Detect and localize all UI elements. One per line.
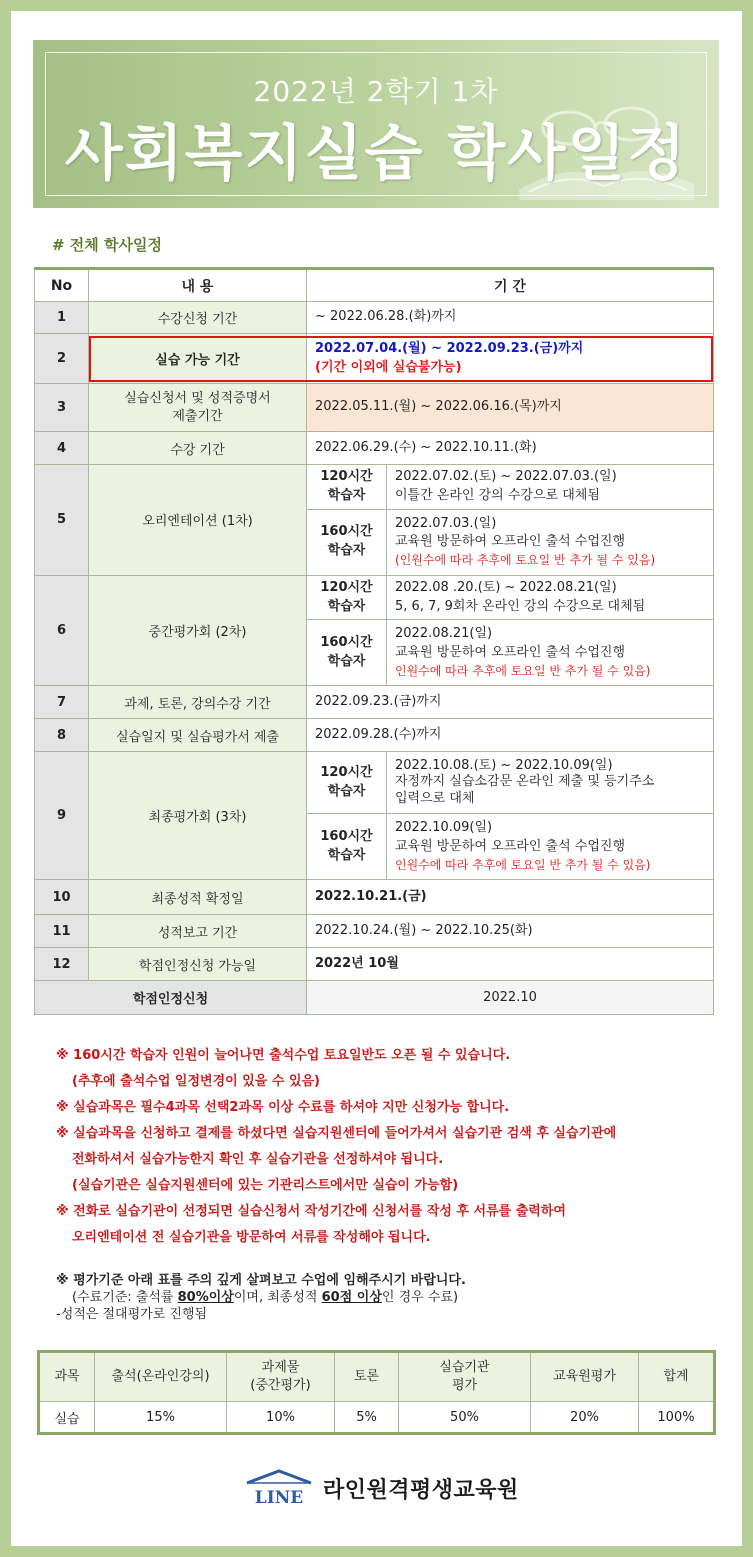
table-row	[35, 719, 714, 752]
group-period: 2022.10.08.(토) ~ 2022.10.09(일) 자정까지 실습소감문 온라인 제출 및 등기주소 입력으로 대체	[387, 752, 714, 814]
row-item: 최종평가회 (3차)	[89, 752, 307, 880]
row-period: 2022.09.28.(수)까지	[307, 719, 714, 752]
eval-header: 토론	[335, 1352, 399, 1402]
row-item: 학점인정신청 가능일	[89, 948, 307, 981]
note-item: ※ 160시간 학습자 인원이 늘어나면 출석수업 토요일반도 오픈 될 수 있습니다.	[56, 1048, 511, 1063]
section-label: # 전체 학사일정	[52, 236, 162, 254]
evaluation-table	[37, 1350, 716, 1435]
footer-item: 학점인정신청	[35, 981, 307, 1015]
note-item: 전화하셔서 실습가능한지 확인 후 실습기관을 선정하셔야 됩니다.	[72, 1152, 444, 1167]
table-row	[35, 752, 714, 814]
note-item: 오리엔테이션 전 실습기관을 방문하여 서류를 작성해야 됩니다.	[72, 1230, 431, 1245]
group-period: 2022.08.21(일) 교육원 방문하여 오프라인 출석 수업진행 인원수에 따라 추후에 토요일 반 추가 될 수 있음)	[387, 620, 714, 686]
group-label: 120시간 학습자	[307, 752, 387, 814]
note-item: ※ 전화로 실습기관이 선정되면 실습신청서 작성기간에 신청서를 작성 후 서류를 출력하여	[56, 1204, 566, 1219]
table-footer-row	[35, 981, 714, 1015]
header-period: 기 간	[307, 269, 714, 302]
group-label: 120시간 학습자	[307, 575, 387, 620]
eval-cell: 10%	[227, 1402, 335, 1434]
note-item: (추후에 출석수업 일정변경이 있을 수 있음)	[72, 1074, 320, 1089]
row-no: 4	[35, 432, 89, 465]
row-no: 11	[35, 915, 89, 948]
group-label: 160시간 학습자	[307, 814, 387, 880]
eval-header: 합계	[639, 1352, 715, 1402]
row-no: 5	[35, 465, 89, 576]
row-no: 8	[35, 719, 89, 752]
row-no: 12	[35, 948, 89, 981]
banner-subtitle: 2022년 2학기 1차	[253, 75, 499, 108]
note-item: (실습기관은 실습지원센터에 있는 기관리스트에서만 실습이 가능함)	[72, 1178, 459, 1193]
period-note: (기간 이외에 실습불가능)	[315, 359, 462, 375]
banner-title: 사회복지실습 학사일정	[64, 119, 688, 189]
item-line: 실습신청서 및 성적증명서	[124, 390, 271, 406]
evaluation-criteria: (수료기준: 출석률 80%이상이며, 최종성적 60점 이상인 경우 수료)	[72, 1290, 459, 1305]
table-row	[35, 915, 714, 948]
institution-logo	[243, 1465, 523, 1509]
svg-text:LINE: LINE	[254, 1488, 304, 1507]
table-row	[35, 686, 714, 719]
row-item: 최종성적 확정일	[89, 880, 307, 915]
row-no: 1	[35, 302, 89, 334]
evaluation-absolute-note: -성적은 절대평가로 진행됨	[56, 1307, 208, 1322]
institution-name: 라인원격평생교육원	[323, 1478, 519, 1503]
row-item: 수강신청 기간	[89, 302, 307, 334]
title-banner	[33, 40, 719, 208]
eval-header: 실습기관 평가	[399, 1352, 531, 1402]
table-row	[35, 302, 714, 334]
row-period: 2022.05.11.(월) ~ 2022.06.16.(목)까지	[307, 384, 714, 432]
eval-value-row	[39, 1402, 715, 1434]
row-no: 7	[35, 686, 89, 719]
table-row	[35, 334, 714, 384]
group-label: 160시간 학습자	[307, 620, 387, 686]
row-period: 2022.10.21.(금)	[307, 880, 714, 915]
row-period: 2022.09.23.(금)까지	[307, 686, 714, 719]
header-no: No	[35, 269, 89, 302]
evaluation-intro	[56, 1272, 466, 1323]
row-no: 10	[35, 880, 89, 915]
item-line: 제출기간	[172, 408, 223, 424]
row-item: 오리엔테이션 (1차)	[89, 465, 307, 576]
eval-cell: 50%	[399, 1402, 531, 1434]
note-item: ※ 실습과목을 신청하고 결제를 하셨다면 실습지원센터에 들어가셔서 실습기관 검색 후 실습기관에	[56, 1126, 617, 1141]
eval-header: 출석(온라인강의)	[95, 1352, 227, 1402]
period-main: 2022.07.04.(월) ~ 2022.09.23.(금)까지	[315, 340, 584, 356]
table-row	[35, 465, 714, 510]
eval-cell: 15%	[95, 1402, 227, 1434]
table-row	[35, 948, 714, 981]
row-item: 과제, 토론, 강의수강 기간	[89, 686, 307, 719]
table-row	[35, 575, 714, 620]
eval-header: 교육원평가	[531, 1352, 639, 1402]
group-period: 2022.10.09(일) 교육원 방문하여 오프라인 출석 수업진행 인원수에 따라 추후에 토요일 반 추가 될 수 있음)	[387, 814, 714, 880]
row-period: 2022년 10월	[307, 948, 714, 981]
group-period: 2022.07.02.(토) ~ 2022.07.03.(일) 이틀간 온라인 강의 수강으로 대체됨	[387, 465, 714, 510]
group-label: 120시간 학습자	[307, 465, 387, 510]
header-item: 내 용	[89, 269, 307, 302]
row-no: 9	[35, 752, 89, 880]
row-item: 성적보고 기간	[89, 915, 307, 948]
row-item: 중간평가회 (2차)	[89, 575, 307, 686]
row-item: 수강 기간	[89, 432, 307, 465]
eval-cell: 실습	[39, 1402, 95, 1434]
eval-header: 과목	[39, 1352, 95, 1402]
table-row	[35, 880, 714, 915]
row-period	[307, 334, 714, 384]
eval-header-row	[39, 1352, 715, 1402]
row-item: 실습일지 및 실습평가서 제출	[89, 719, 307, 752]
eval-cell: 5%	[335, 1402, 399, 1434]
notes-list	[56, 1043, 616, 1251]
evaluation-title: ※ 평가기준 아래 표를 주의 깊게 살펴보고 수업에 임해주시기 바랍니다.	[56, 1273, 466, 1288]
table-row	[35, 432, 714, 465]
note-item: ※ 실습과목은 필수4과목 선택2과목 이상 수료를 하셔야 지만 신청가능 합니다.	[56, 1100, 510, 1115]
eval-cell: 100%	[639, 1402, 715, 1434]
table-row	[35, 384, 714, 432]
row-period: 2022.10.24.(월) ~ 2022.10.25(화)	[307, 915, 714, 948]
group-period: 2022.08 .20.(토) ~ 2022.08.21(일) 5, 6, 7, 9회차 온라인 강의 수강으로 대체됨	[387, 575, 714, 620]
row-item	[89, 384, 307, 432]
row-no: 3	[35, 384, 89, 432]
schedule-table	[34, 267, 714, 1015]
table-header-row	[35, 269, 714, 302]
row-no: 2	[35, 334, 89, 384]
row-period: 2022.06.29.(수) ~ 2022.10.11.(화)	[307, 432, 714, 465]
group-period: 2022.07.03.(일) 교육원 방문하여 오프라인 출석 수업진행 (인원수에 따라 추후에 토요일 반 추가 될 수 있음)	[387, 509, 714, 575]
row-item: 실습 가능 기간	[89, 334, 307, 384]
group-label: 160시간 학습자	[307, 509, 387, 575]
eval-cell: 20%	[531, 1402, 639, 1434]
row-no: 6	[35, 575, 89, 686]
row-period: ~ 2022.06.28.(화)까지	[307, 302, 714, 334]
footer-period: 2022.10	[307, 981, 714, 1015]
line-logo-icon	[243, 1467, 315, 1507]
eval-header: 과제물 (중간평가)	[227, 1352, 335, 1402]
